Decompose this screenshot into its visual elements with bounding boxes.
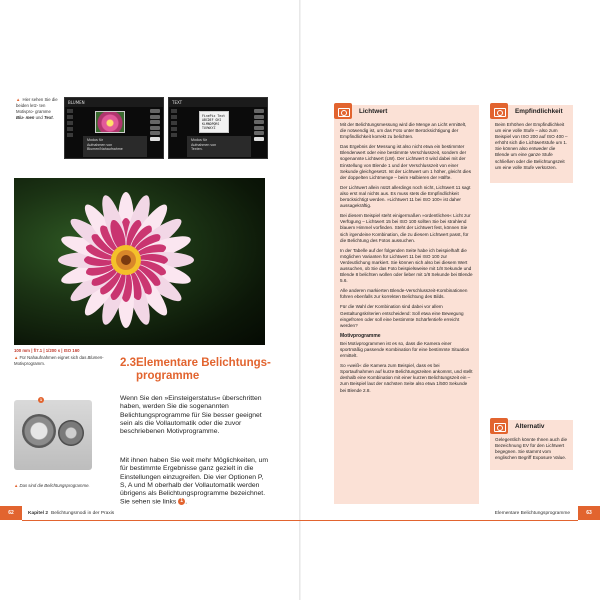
screen-header: TEXT <box>169 98 267 107</box>
caption-arrow-icon: ▲ <box>14 483 19 488</box>
shutter-dial <box>58 420 84 446</box>
box-subheading: Motivprogramme <box>340 332 381 339</box>
section-number: 2.3 <box>120 357 136 369</box>
callout-marker: 1 <box>39 397 43 402</box>
footer-rule <box>22 520 300 521</box>
section-title: Elementare Belichtungs- programme <box>136 357 271 382</box>
dial-caption: ▲ Das sind die Belichtungsprogramme. <box>14 483 90 488</box>
mode-dial <box>22 414 56 448</box>
page-number: 62 <box>0 506 22 520</box>
box-title: Lichtwert <box>359 108 388 115</box>
page-gutter <box>299 0 301 600</box>
text-thumbnail: FinePix Text ABCDEF GHI KLMNOPQRS TUVWXYZ <box>199 111 229 133</box>
caption-arrow-icon: ▲ <box>14 355 19 360</box>
box-title: Empfindlichkeit <box>515 108 563 115</box>
empfindlichkeit-box: Empfindlichkeit Beim Erhöhen der Empfindlichkeit um eine volle Stufe – also zum Beispiel von ISO 200 auf ISO 400 – erhöht sich die Lichtwertstufe um 1. Sie können also entweder die Blende um eine ganze Stufe schließen oder die Belichtungszeit um eine volle Stufe verkürzen. <box>490 105 573 183</box>
screens-caption: ▲ Hier sehen Sie die beiden letz- ten Motivpro- gramme Blu- men und Text. <box>16 97 58 120</box>
lichtwert-box: Lichtwert Mit der Belichtungsmessung wird die Menge an Licht ermittelt, die notwendig ist, um das Foto unter Berücksichtigung der Empfindlichkeit korrekt zu belichten. Das Ergebnis der Messung ist also nicht etwa ein bestimmter Blendenwert oder eine bestimmte Verschlusszeit, sondern der sogenannte Lichtwert (LW). Der Lichtwert 0 wird dabei mit der Einstellung von Blende 1 und der Verschlusszeit von einer Sekunde gleichgesetzt. Ist der Lichtwert um 1 höher, gleicht dies der doppelten Lichtmenge – beim Halbieren der Hälfte. Der Lichtwert allein nützt allerdings noch nicht, Lichtwert 11 sagt also erst mal nichts aus. Es muss stets die Empfindlichkeit berücksichtigt werden. »Lichtwert 11 bei ISO 100« ist daher aussagekräftig. Bei diesem Beispiel steht einigermaßen »ordentliches« Licht zur Verfügung – Lichtwert 15 bei ISO 100 sollten Sie bei strahlend blauem Himmel vorfinden. Steht der Lichtwert fest, können Sie sich irgendeine Kombination, die zu diesem Lichtwert passt, für die Belichtung des Fotos aussuchen. In der Tabelle auf der folgenden Seite habe ich beispielhaft die möglichen Varianten für Lichtwert 11 bei ISO 100 zur Verdeutlichung markiert. Sie können sich also bei diesem Wert aussuchen, ob Sie das Foto beispielsweise mit 1/8 Sekunde und Blende 8 belichten wollen oder lieber mit 1/8 Sekunde bei Blende 5.6. Alle anderen markierten Blende-Verschlusszeit-Kombinationen führen ebenfalls zur korrekten Belichtung des Bilds. Für die Wahl der Kombination sind dabei vor allem Gestaltungskriterien entscheidend: Soll etwa eine Bewegung eingefroren oder soll eine bestimmte Schärfentiefe erreicht werden? Motivprogramme Bei Motivprogrammen ist es so, dass die Kamera einer sportmäßig passende Kombination für eine bestimmte Situation ermittelt. So »weiß« die Kamera zum Beispiel, dass es bei Sportaufnahmen auf kurze Belichtungszeiten ankommt, und stellt deshalb eine Kombination mit einer kurzen Belichtungszeit ein – zum Beispiel laut der nächsten Seite also etwa 1/500 Sekunde bei Blende 2.8. <box>334 105 479 504</box>
camera-screen-text <box>168 97 268 159</box>
chapter-footer: Kapitel 2 Belichtungsmodi in der Praxis <box>28 511 115 516</box>
photo-caption: ▲ Für Nahaufnahmen eignet sich das Blumen-Motivprogramm. <box>14 355 104 366</box>
camera-icon <box>334 103 352 119</box>
screen-description: Modus für Aufnahmen von Blumen/Nahaufnahme <box>83 136 147 157</box>
camera-screen-blumen <box>64 97 164 159</box>
camera-icon <box>490 418 508 434</box>
gazania-flower-image <box>14 178 265 345</box>
screen-menu-icons <box>254 109 264 141</box>
screen-menu-icons <box>150 109 160 141</box>
screen-left-icons <box>67 109 73 137</box>
footer-rule <box>300 520 578 521</box>
flower-thumbnail <box>95 111 125 133</box>
callout-marker: 1 <box>178 498 185 505</box>
camera-icon <box>490 103 508 119</box>
caption-arrow-icon: ▲ <box>16 97 21 102</box>
body-paragraph: Mit ihnen haben Sie weit mehr Möglichkeiten, um für bestimmte Ergebnisse ganz gezielt in die Einstellungen einzugreifen. Die vier Optionen P, S, A und M oberhalb der Vollautomatik werden übrigens als Belichtungsprogramme bezeichnet. Sie sehen sie links 1 . <box>120 457 269 506</box>
mode-dial-illustration <box>14 400 92 470</box>
flower-photo <box>14 178 265 345</box>
screen-header: BLUMEN <box>65 98 163 107</box>
photo-exif: 100 mm | f/7.1 | 1/200 s | ISO 160 <box>14 348 80 353</box>
body-paragraph: Wenn Sie den »Einsteigerstatus« überschritten haben, werden Sie die sogenannten Belichtungsprogramme für Sie besser geeignet sein als die Vollautomatik oder die zuvor beschriebenen Motivprogramme. <box>120 395 262 436</box>
alternativ-box: Alternativ Gelegentlich könnte Ihnen auch die Bezeichnung EV für den Lichtwert begegnen. Sie stammt vom englischen Begriff Exposure Value. <box>490 420 573 470</box>
screen-description: Modus für Aufnahmen von Texten. <box>187 136 251 157</box>
page-number: 63 <box>578 506 600 520</box>
running-head: Elementare Belichtungsprogramme <box>494 511 570 516</box>
screen-left-icons <box>171 109 177 137</box>
box-title: Alternativ <box>515 423 545 430</box>
